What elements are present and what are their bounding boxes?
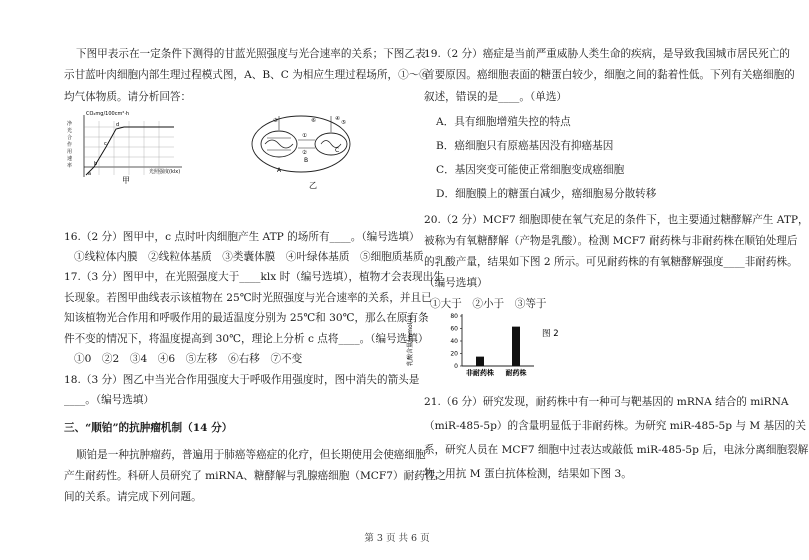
q19-line-3: 叙述，错误的是____。（单选） — [424, 91, 568, 103]
fig2-category-label: 耐药株 — [505, 369, 527, 377]
q17-line-3: 知该植物光合作用和呼吸作用的最适温度分别为 25℃和 30℃，那么在原有条 — [64, 312, 429, 324]
q21-line-1: 21.（6 分）研究发现，耐药株中有一种可与靶基因的 mRNA 结合的 miRNA — [424, 396, 789, 408]
fig-jia-ylabel: CO₂mg/100cm²·h — [86, 111, 130, 117]
svg-text:a: a — [88, 171, 92, 177]
q17-options: ①0 ②2 ③4 ④6 ⑤左移 ⑥右移 ⑦不变 — [74, 353, 303, 365]
fig-yi-label-c: C — [335, 147, 340, 154]
svg-text:①: ① — [302, 133, 307, 139]
page-footer: 第 3 页 共 6 页 — [364, 533, 430, 544]
q21-line-4: 物，用抗 M 蛋白抗体检测，结果如下图 3。 — [424, 468, 632, 480]
q16-stem: 16.（2 分）图甲中，c 点时叶肉细胞产生 ATP 的场所有____。（编号选填） — [64, 231, 420, 243]
fig2-bar — [512, 327, 520, 366]
fig2-ytick-label: 40 — [450, 338, 458, 345]
q20-line-3: 的乳酸产量，结果如下图 2 所示。可见耐药株的有氧糖酵解强度____非耐药株。 — [424, 256, 798, 268]
q19-line-1: 19.（2 分）癌症是当前严重威胁人类生命的疾病，是导致我国城市居民死亡的 — [424, 48, 790, 60]
svg-text:速: 速 — [67, 156, 73, 162]
q19-line-2: 首要原因。癌细胞表面的糖蛋白较少，细胞之间的黏着性低。下列有关癌细胞的 — [424, 69, 795, 81]
q16-options: ①线粒体内膜 ②线粒体基质 ③类囊体膜 ④叶绿体基质 ⑤细胞质基质 — [74, 251, 424, 263]
section-3-text-3: 间的关系。请完成下列问题。 — [64, 491, 202, 503]
svg-text:合: 合 — [67, 135, 73, 141]
q17-line-1: 17.（3 分）图甲中，在光照强度大于____klx 时（编号选填），植物才会表现出生 — [64, 271, 444, 283]
fig2-caption: 图 2 — [542, 329, 559, 339]
svg-text:③: ③ — [273, 118, 278, 124]
q17-line-2: 长现象。若图甲曲线表示该植物在 25℃时光照强度与光合速率的关系，并且已 — [64, 292, 432, 304]
fig2-ytick-label: 60 — [450, 325, 458, 333]
fig2-ytick-label: 80 — [450, 313, 458, 320]
fig-yi-label-a: A — [277, 167, 282, 174]
figure-jia — [64, 107, 204, 185]
fig2-category-label: 非耐药株 — [466, 369, 494, 377]
intro-line-2: 示甘蓝叶肉细胞内部生理过程模式图，A、B、C 为相应生理过程场所，①～⑥ — [64, 69, 430, 81]
q20-line-2: 被称为有氧糖酵解（产物是乳酸）。检测 MCF7 耐药株与非耐药株在顺铂处理后 — [424, 235, 798, 247]
intro-line-3: 均气体物质。请分析回答： — [64, 91, 192, 103]
svg-text:率: 率 — [67, 163, 73, 169]
q21-line-2: （miR-485-5p）的含量明显低于非耐药株。为研究 miR-485-5p 与 M 基因的关 — [424, 420, 806, 432]
section-3-heading: 三、“顺铂”的抗肿瘤机制（14 分） — [64, 422, 233, 434]
intro-line-1: 下图甲表示在一定条件下测得的甘蓝光照强度与光合速率的关系；下图乙表 — [76, 48, 426, 60]
q17-line-4: 件不变的情况下，将温度提高到 30℃，理论上分析 c 点将____。（编号选填） — [64, 333, 429, 345]
fig-yi-label-b: B — [304, 157, 309, 164]
q19-option-b: B．癌细胞只有原癌基因没有抑癌基因 — [436, 140, 614, 152]
fig-jia-caption: 甲 — [122, 176, 130, 185]
svg-text:作: 作 — [67, 142, 73, 148]
fig2-ylabel: 乳酸含量(mmol/L) — [407, 314, 414, 366]
section-3-text-1: 顺铂是一种抗肿瘤药，普遍用于肺癌等癌症的化疗，但长期使用会使癌细胞 — [76, 449, 426, 461]
svg-text:用: 用 — [67, 149, 73, 155]
q20-line-1: 20.（2 分）MCF7 细胞即使在氧气充足的条件下，也主要通过糖酵解产生 ATP， — [424, 214, 809, 226]
fig2-ytick-label: 20 — [450, 350, 458, 358]
q19-option-a: A．具有细胞增殖失控的特点 — [436, 116, 571, 128]
fig-jia-xlabel: 光照强度(klx) — [149, 169, 181, 175]
svg-text:c: c — [104, 141, 107, 147]
svg-text:b: b — [94, 161, 98, 167]
fig2-bar — [476, 357, 484, 366]
q18-line-2: ____。（编号选填） — [64, 394, 155, 406]
svg-text:⑥: ⑥ — [311, 118, 316, 124]
q20-line-4: （编号选填） — [424, 277, 488, 289]
q21-line-3: 系，研究人员在 MCF7 细胞中过表达或敲低 miR-485-5p 后，电泳分离细胞裂解 — [424, 444, 809, 456]
q19-option-d: D．细胞膜上的糖蛋白减少，癌细胞易分散转移 — [436, 188, 657, 200]
svg-text:光: 光 — [67, 128, 73, 134]
svg-text:④: ④ — [335, 116, 340, 122]
section-3-text-2: 产生耐药性。科研人员研究了 miRNA、糖酵解与乳腺癌细胞（MCF7）耐药性之 — [64, 470, 446, 482]
fig2-ytick-label: 0 — [454, 363, 458, 370]
svg-text:⑤: ⑤ — [341, 120, 346, 126]
fig-yi-caption: 乙 — [309, 181, 317, 190]
figure-2-chart — [407, 308, 574, 388]
svg-text:②: ② — [302, 150, 307, 156]
q18-line-1: 18.（3 分）图乙中当光合作用强度大于呼吸作用强度时，图中消失的箭头是 — [64, 374, 420, 386]
q19-option-c: C．基因突变可能使正常细胞变成癌细胞 — [436, 164, 625, 176]
svg-text:d: d — [116, 122, 120, 128]
fig-jia-yaxis-label: 净 — [67, 121, 73, 127]
q20-options: ①大于 ②小于 ③等于 — [430, 298, 547, 310]
figure-yi — [249, 110, 379, 210]
